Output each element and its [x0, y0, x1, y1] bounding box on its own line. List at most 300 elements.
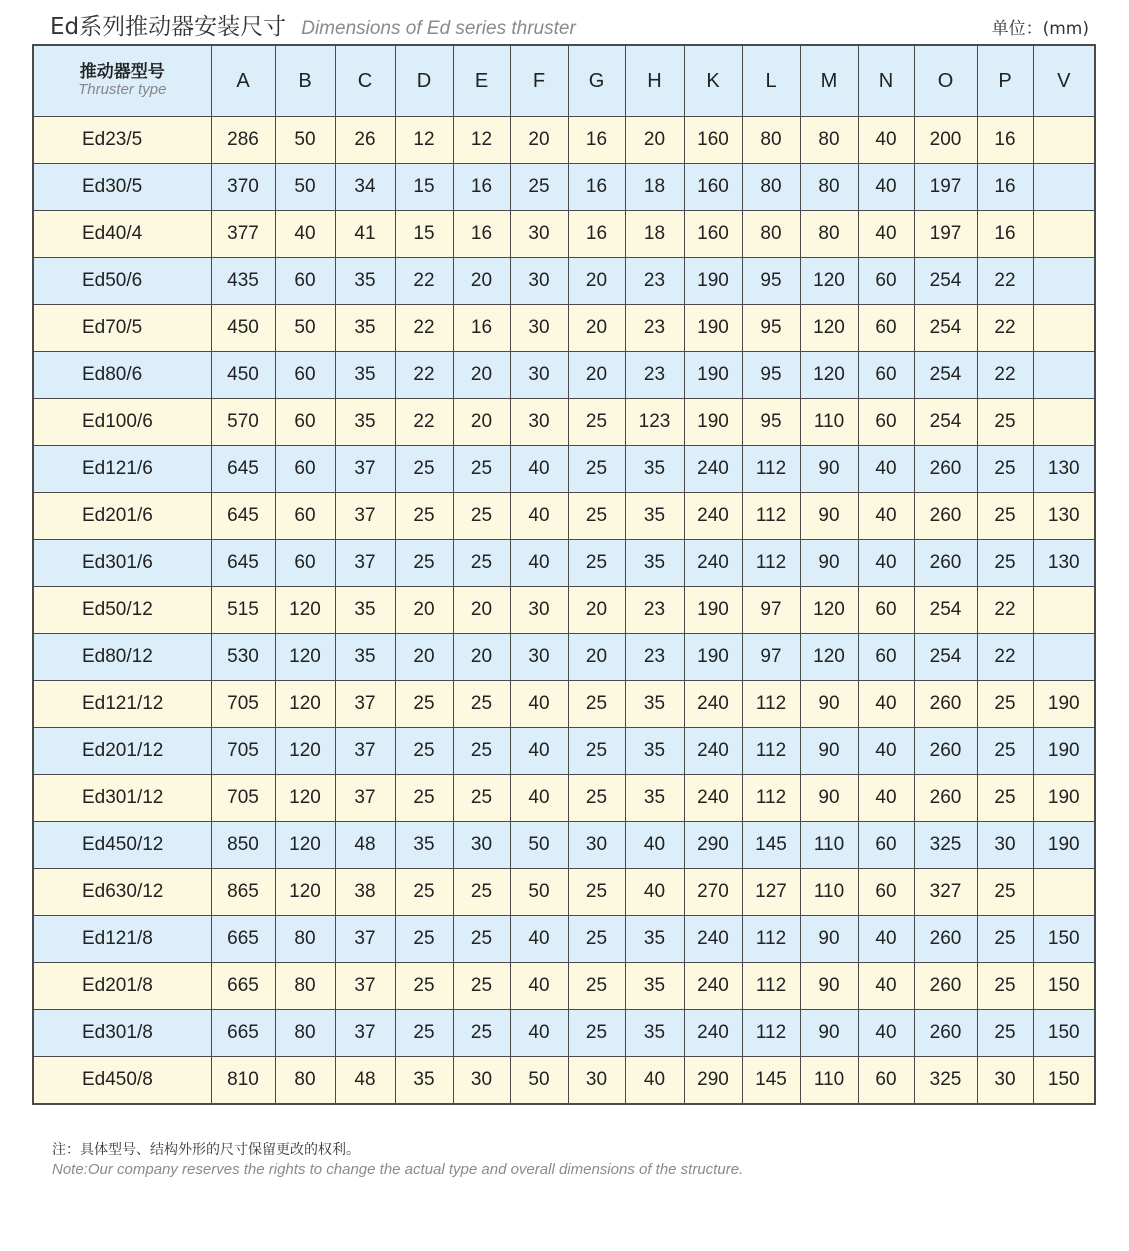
value-cell-o: 260	[914, 728, 977, 775]
value-cell-c: 48	[335, 1057, 395, 1105]
value-cell-g: 30	[568, 822, 625, 869]
value-cell-l: 112	[742, 540, 800, 587]
value-cell-g: 16	[568, 164, 625, 211]
value-cell-k: 240	[684, 446, 742, 493]
value-cell-v	[1033, 117, 1095, 164]
table-header-row	[33, 45, 1095, 117]
value-cell-n: 40	[858, 211, 914, 258]
value-cell-k: 240	[684, 728, 742, 775]
model-cell: Ed201/8	[33, 963, 211, 1010]
value-cell-l: 95	[742, 258, 800, 305]
value-cell-v: 190	[1033, 775, 1095, 822]
value-cell-m: 120	[800, 258, 858, 305]
value-cell-h: 35	[625, 963, 684, 1010]
table-row	[33, 211, 1095, 258]
value-cell-a: 370	[211, 164, 275, 211]
table-row	[33, 775, 1095, 822]
value-cell-p: 22	[977, 587, 1033, 634]
value-cell-h: 23	[625, 258, 684, 305]
value-cell-b: 80	[275, 916, 335, 963]
value-cell-e: 25	[453, 493, 510, 540]
value-cell-f: 25	[510, 164, 568, 211]
value-cell-h: 35	[625, 681, 684, 728]
value-cell-e: 25	[453, 681, 510, 728]
table-row	[33, 305, 1095, 352]
model-cell: Ed50/6	[33, 258, 211, 305]
value-cell-e: 25	[453, 963, 510, 1010]
table-row	[33, 164, 1095, 211]
value-cell-c: 37	[335, 963, 395, 1010]
value-cell-n: 60	[858, 352, 914, 399]
value-cell-o: 260	[914, 1010, 977, 1057]
table-row	[33, 493, 1095, 540]
value-cell-h: 40	[625, 869, 684, 916]
value-cell-n: 60	[858, 587, 914, 634]
table-row	[33, 540, 1095, 587]
value-cell-p: 16	[977, 164, 1033, 211]
value-cell-b: 50	[275, 164, 335, 211]
value-cell-m: 90	[800, 916, 858, 963]
value-cell-g: 20	[568, 258, 625, 305]
value-cell-b: 120	[275, 728, 335, 775]
column-header-g: G	[568, 45, 625, 117]
value-cell-k: 240	[684, 493, 742, 540]
value-cell-l: 112	[742, 681, 800, 728]
table-row	[33, 446, 1095, 493]
value-cell-o: 254	[914, 399, 977, 446]
value-cell-c: 37	[335, 493, 395, 540]
value-cell-d: 22	[395, 352, 453, 399]
footnote-english: Note:Our company reserves the rights to change the actual type and overall dimensions of the structure.	[52, 1161, 744, 1178]
value-cell-h: 23	[625, 634, 684, 681]
value-cell-e: 12	[453, 117, 510, 164]
value-cell-m: 80	[800, 211, 858, 258]
value-cell-h: 23	[625, 352, 684, 399]
value-cell-l: 97	[742, 634, 800, 681]
value-cell-b: 120	[275, 634, 335, 681]
value-cell-a: 705	[211, 728, 275, 775]
value-cell-a: 865	[211, 869, 275, 916]
value-cell-e: 16	[453, 164, 510, 211]
value-cell-d: 25	[395, 446, 453, 493]
value-cell-d: 25	[395, 681, 453, 728]
value-cell-g: 25	[568, 775, 625, 822]
model-cell: Ed201/6	[33, 493, 211, 540]
value-cell-m: 90	[800, 446, 858, 493]
value-cell-h: 123	[625, 399, 684, 446]
model-cell: Ed301/6	[33, 540, 211, 587]
value-cell-a: 530	[211, 634, 275, 681]
value-cell-k: 160	[684, 117, 742, 164]
value-cell-l: 145	[742, 1057, 800, 1105]
table-body	[33, 117, 1095, 1105]
value-cell-f: 40	[510, 1010, 568, 1057]
value-cell-m: 90	[800, 681, 858, 728]
value-cell-g: 20	[568, 634, 625, 681]
value-cell-c: 37	[335, 775, 395, 822]
value-cell-b: 60	[275, 540, 335, 587]
value-cell-v	[1033, 211, 1095, 258]
value-cell-g: 25	[568, 916, 625, 963]
table-row	[33, 1010, 1095, 1057]
value-cell-g: 30	[568, 1057, 625, 1105]
value-cell-p: 25	[977, 963, 1033, 1010]
value-cell-l: 112	[742, 1010, 800, 1057]
value-cell-c: 37	[335, 916, 395, 963]
column-header-n: N	[858, 45, 914, 117]
value-cell-c: 38	[335, 869, 395, 916]
value-cell-n: 40	[858, 775, 914, 822]
type-header-chinese: 推动器型号	[79, 62, 165, 83]
value-cell-m: 80	[800, 164, 858, 211]
value-cell-c: 34	[335, 164, 395, 211]
value-cell-d: 15	[395, 211, 453, 258]
value-cell-g: 25	[568, 681, 625, 728]
value-cell-k: 190	[684, 399, 742, 446]
value-cell-o: 325	[914, 822, 977, 869]
value-cell-l: 95	[742, 399, 800, 446]
value-cell-v	[1033, 587, 1095, 634]
column-header-d: D	[395, 45, 453, 117]
value-cell-k: 270	[684, 869, 742, 916]
model-cell: Ed450/8	[33, 1057, 211, 1105]
value-cell-e: 20	[453, 399, 510, 446]
value-cell-c: 35	[335, 258, 395, 305]
value-cell-g: 20	[568, 305, 625, 352]
value-cell-g: 16	[568, 117, 625, 164]
value-cell-n: 40	[858, 681, 914, 728]
value-cell-l: 112	[742, 963, 800, 1010]
column-header-b: B	[275, 45, 335, 117]
value-cell-m: 80	[800, 117, 858, 164]
value-cell-f: 20	[510, 117, 568, 164]
value-cell-b: 120	[275, 869, 335, 916]
model-cell: Ed80/6	[33, 352, 211, 399]
value-cell-n: 40	[858, 164, 914, 211]
value-cell-b: 120	[275, 775, 335, 822]
model-cell: Ed23/5	[33, 117, 211, 164]
value-cell-o: 254	[914, 258, 977, 305]
value-cell-e: 25	[453, 1010, 510, 1057]
value-cell-m: 110	[800, 399, 858, 446]
value-cell-p: 22	[977, 258, 1033, 305]
value-cell-k: 190	[684, 587, 742, 634]
value-cell-a: 645	[211, 540, 275, 587]
model-cell: Ed50/12	[33, 587, 211, 634]
value-cell-b: 60	[275, 446, 335, 493]
value-cell-d: 20	[395, 634, 453, 681]
value-cell-o: 254	[914, 587, 977, 634]
column-header-a: A	[211, 45, 275, 117]
value-cell-b: 60	[275, 399, 335, 446]
value-cell-p: 25	[977, 681, 1033, 728]
value-cell-k: 240	[684, 916, 742, 963]
value-cell-e: 20	[453, 258, 510, 305]
value-cell-g: 25	[568, 869, 625, 916]
value-cell-h: 18	[625, 211, 684, 258]
column-header-h: H	[625, 45, 684, 117]
value-cell-c: 37	[335, 446, 395, 493]
value-cell-l: 95	[742, 352, 800, 399]
value-cell-h: 40	[625, 1057, 684, 1105]
column-header-o: O	[914, 45, 977, 117]
value-cell-b: 50	[275, 305, 335, 352]
value-cell-a: 705	[211, 681, 275, 728]
value-cell-e: 20	[453, 587, 510, 634]
title-english: Dimensions of Ed series thruster	[301, 18, 576, 39]
value-cell-c: 35	[335, 399, 395, 446]
value-cell-k: 240	[684, 775, 742, 822]
value-cell-p: 25	[977, 728, 1033, 775]
value-cell-h: 35	[625, 775, 684, 822]
model-cell: Ed301/12	[33, 775, 211, 822]
table-row	[33, 117, 1095, 164]
value-cell-o: 260	[914, 446, 977, 493]
value-cell-l: 80	[742, 164, 800, 211]
value-cell-e: 25	[453, 446, 510, 493]
value-cell-k: 160	[684, 164, 742, 211]
table-row	[33, 963, 1095, 1010]
value-cell-l: 127	[742, 869, 800, 916]
value-cell-o: 260	[914, 916, 977, 963]
value-cell-a: 810	[211, 1057, 275, 1105]
value-cell-h: 35	[625, 493, 684, 540]
unit-label: 单位：(mm)	[991, 19, 1089, 39]
table-row	[33, 258, 1095, 305]
value-cell-o: 254	[914, 634, 977, 681]
value-cell-c: 35	[335, 587, 395, 634]
value-cell-m: 110	[800, 822, 858, 869]
value-cell-h: 23	[625, 587, 684, 634]
value-cell-a: 435	[211, 258, 275, 305]
value-cell-a: 665	[211, 963, 275, 1010]
value-cell-p: 25	[977, 916, 1033, 963]
value-cell-v: 150	[1033, 1010, 1095, 1057]
value-cell-b: 80	[275, 1010, 335, 1057]
value-cell-e: 25	[453, 540, 510, 587]
value-cell-a: 850	[211, 822, 275, 869]
value-cell-l: 112	[742, 728, 800, 775]
model-cell: Ed450/12	[33, 822, 211, 869]
value-cell-p: 30	[977, 1057, 1033, 1105]
value-cell-g: 25	[568, 399, 625, 446]
model-cell: Ed301/8	[33, 1010, 211, 1057]
value-cell-n: 60	[858, 634, 914, 681]
value-cell-m: 90	[800, 1010, 858, 1057]
table-row	[33, 1057, 1095, 1105]
value-cell-m: 120	[800, 305, 858, 352]
model-cell: Ed201/12	[33, 728, 211, 775]
value-cell-o: 197	[914, 164, 977, 211]
value-cell-f: 40	[510, 681, 568, 728]
value-cell-f: 30	[510, 587, 568, 634]
model-cell: Ed121/6	[33, 446, 211, 493]
value-cell-c: 48	[335, 822, 395, 869]
value-cell-d: 25	[395, 916, 453, 963]
table-row	[33, 634, 1095, 681]
value-cell-l: 112	[742, 493, 800, 540]
model-cell: Ed630/12	[33, 869, 211, 916]
value-cell-b: 50	[275, 117, 335, 164]
value-cell-k: 160	[684, 211, 742, 258]
value-cell-d: 35	[395, 822, 453, 869]
value-cell-k: 290	[684, 1057, 742, 1105]
value-cell-v: 190	[1033, 681, 1095, 728]
value-cell-g: 25	[568, 540, 625, 587]
value-cell-p: 25	[977, 775, 1033, 822]
footnote	[52, 1139, 743, 1178]
value-cell-a: 377	[211, 211, 275, 258]
value-cell-p: 22	[977, 352, 1033, 399]
value-cell-v	[1033, 869, 1095, 916]
value-cell-v	[1033, 634, 1095, 681]
model-cell: Ed80/12	[33, 634, 211, 681]
table-row	[33, 399, 1095, 446]
value-cell-m: 90	[800, 728, 858, 775]
value-cell-b: 40	[275, 211, 335, 258]
value-cell-o: 260	[914, 681, 977, 728]
table-row	[33, 869, 1095, 916]
value-cell-g: 16	[568, 211, 625, 258]
value-cell-l: 112	[742, 916, 800, 963]
value-cell-g: 25	[568, 963, 625, 1010]
value-cell-e: 25	[453, 775, 510, 822]
value-cell-b: 80	[275, 963, 335, 1010]
value-cell-o: 327	[914, 869, 977, 916]
value-cell-c: 37	[335, 540, 395, 587]
value-cell-e: 25	[453, 728, 510, 775]
value-cell-f: 40	[510, 493, 568, 540]
value-cell-b: 60	[275, 493, 335, 540]
value-cell-o: 260	[914, 775, 977, 822]
value-cell-d: 22	[395, 258, 453, 305]
value-cell-k: 240	[684, 681, 742, 728]
value-cell-e: 25	[453, 916, 510, 963]
value-cell-n: 60	[858, 1057, 914, 1105]
column-header-v: V	[1033, 45, 1095, 117]
value-cell-l: 80	[742, 117, 800, 164]
value-cell-o: 260	[914, 493, 977, 540]
column-header-e: E	[453, 45, 510, 117]
value-cell-d: 25	[395, 775, 453, 822]
value-cell-e: 20	[453, 352, 510, 399]
value-cell-g: 20	[568, 587, 625, 634]
value-cell-a: 450	[211, 305, 275, 352]
value-cell-m: 110	[800, 1057, 858, 1105]
value-cell-f: 30	[510, 634, 568, 681]
value-cell-n: 40	[858, 728, 914, 775]
value-cell-m: 90	[800, 493, 858, 540]
value-cell-o: 254	[914, 352, 977, 399]
value-cell-m: 90	[800, 540, 858, 587]
value-cell-h: 35	[625, 728, 684, 775]
value-cell-e: 30	[453, 1057, 510, 1105]
value-cell-f: 30	[510, 305, 568, 352]
value-cell-f: 40	[510, 916, 568, 963]
value-cell-h: 35	[625, 916, 684, 963]
model-cell: Ed30/5	[33, 164, 211, 211]
value-cell-a: 645	[211, 493, 275, 540]
value-cell-o: 260	[914, 963, 977, 1010]
value-cell-v: 150	[1033, 1057, 1095, 1105]
value-cell-h: 35	[625, 1010, 684, 1057]
value-cell-v: 150	[1033, 963, 1095, 1010]
value-cell-a: 645	[211, 446, 275, 493]
value-cell-c: 35	[335, 305, 395, 352]
value-cell-d: 25	[395, 1010, 453, 1057]
type-column-header	[33, 45, 211, 117]
model-cell: Ed121/12	[33, 681, 211, 728]
value-cell-l: 112	[742, 775, 800, 822]
value-cell-n: 40	[858, 916, 914, 963]
value-cell-p: 22	[977, 634, 1033, 681]
column-header-k: K	[684, 45, 742, 117]
value-cell-k: 240	[684, 540, 742, 587]
value-cell-e: 25	[453, 869, 510, 916]
model-cell: Ed70/5	[33, 305, 211, 352]
value-cell-f: 50	[510, 869, 568, 916]
value-cell-d: 12	[395, 117, 453, 164]
value-cell-o: 325	[914, 1057, 977, 1105]
value-cell-g: 25	[568, 446, 625, 493]
value-cell-v: 150	[1033, 916, 1095, 963]
value-cell-p: 22	[977, 305, 1033, 352]
value-cell-p: 25	[977, 399, 1033, 446]
value-cell-d: 22	[395, 399, 453, 446]
value-cell-k: 190	[684, 258, 742, 305]
value-cell-n: 40	[858, 963, 914, 1010]
value-cell-f: 40	[510, 775, 568, 822]
value-cell-p: 25	[977, 1010, 1033, 1057]
value-cell-v	[1033, 399, 1095, 446]
value-cell-f: 50	[510, 1057, 568, 1105]
value-cell-f: 30	[510, 258, 568, 305]
value-cell-d: 25	[395, 728, 453, 775]
value-cell-d: 15	[395, 164, 453, 211]
value-cell-v: 130	[1033, 493, 1095, 540]
value-cell-p: 16	[977, 211, 1033, 258]
value-cell-c: 26	[335, 117, 395, 164]
value-cell-l: 95	[742, 305, 800, 352]
value-cell-n: 40	[858, 493, 914, 540]
value-cell-p: 30	[977, 822, 1033, 869]
value-cell-c: 37	[335, 728, 395, 775]
value-cell-n: 60	[858, 869, 914, 916]
value-cell-e: 16	[453, 211, 510, 258]
value-cell-n: 40	[858, 446, 914, 493]
value-cell-l: 112	[742, 446, 800, 493]
value-cell-f: 40	[510, 540, 568, 587]
value-cell-b: 60	[275, 258, 335, 305]
table-row	[33, 822, 1095, 869]
value-cell-l: 145	[742, 822, 800, 869]
value-cell-m: 120	[800, 352, 858, 399]
table-row	[33, 587, 1095, 634]
value-cell-l: 80	[742, 211, 800, 258]
value-cell-v: 130	[1033, 540, 1095, 587]
value-cell-f: 50	[510, 822, 568, 869]
value-cell-n: 40	[858, 540, 914, 587]
value-cell-o: 260	[914, 540, 977, 587]
value-cell-n: 40	[858, 1010, 914, 1057]
value-cell-v	[1033, 258, 1095, 305]
value-cell-g: 25	[568, 728, 625, 775]
value-cell-a: 705	[211, 775, 275, 822]
value-cell-v	[1033, 164, 1095, 211]
column-header-m: M	[800, 45, 858, 117]
value-cell-h: 20	[625, 117, 684, 164]
value-cell-p: 25	[977, 869, 1033, 916]
